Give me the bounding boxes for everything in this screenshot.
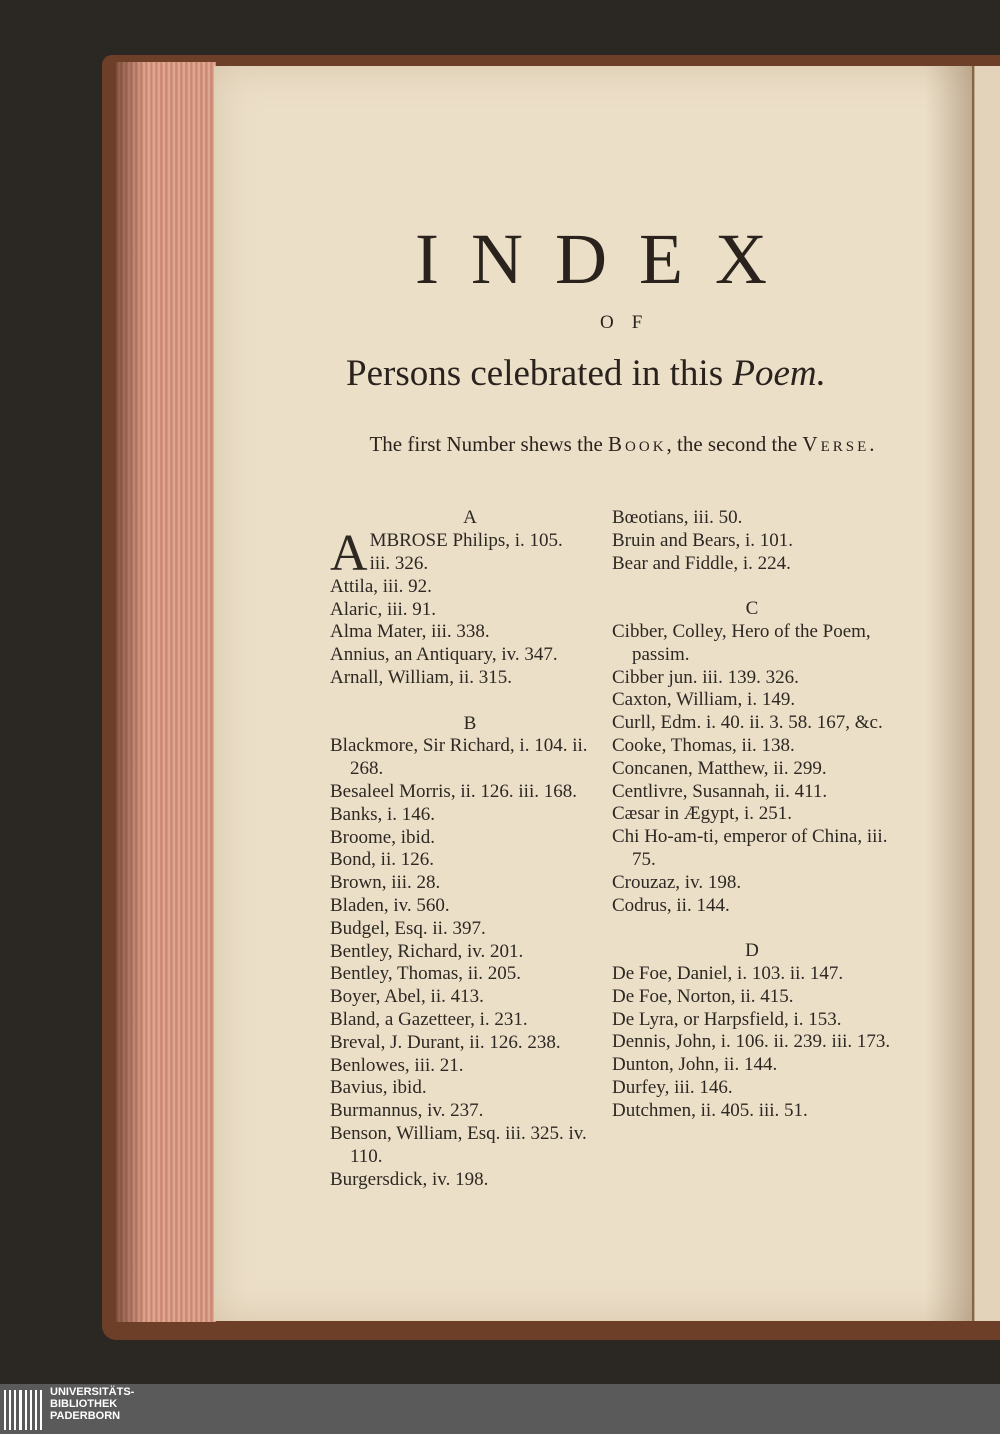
- list-item: Brown, iii. 28.: [330, 872, 441, 894]
- list-item: Attila, iii. 92.: [330, 575, 432, 597]
- facing-page-edge: [972, 66, 1000, 1321]
- section-letter-b: B: [463, 712, 477, 734]
- gutter-shadow: [925, 66, 975, 1321]
- edge-shadow: [116, 62, 146, 1322]
- note-book: Book: [608, 432, 667, 456]
- list-item: Centlivre, Susannah, ii. 411.: [612, 780, 828, 802]
- list-item: Benlowes, iii. 21.: [330, 1054, 464, 1076]
- note-end: .: [869, 432, 875, 456]
- list-item: Bentley, Richard, iv. 201.: [330, 940, 524, 962]
- list-item: Burmannus, iv. 237.: [330, 1100, 484, 1122]
- list-item: Breval, J. Durant, ii. 126. 238.: [330, 1031, 561, 1053]
- note-part2: , the second the: [666, 432, 798, 456]
- list-item: Burgersdick, iv. 198.: [330, 1168, 489, 1190]
- section-letter-a: A: [463, 507, 477, 528]
- list-item: Bœotians, iii. 50.: [612, 507, 743, 528]
- list-item: Broome, ibid.: [330, 826, 436, 848]
- library-footer: [0, 1384, 1000, 1434]
- library-name-line2: BIBLIOTHEK: [50, 1398, 118, 1410]
- list-item: Alma Mater, iii. 338.: [330, 621, 490, 643]
- list-item: Blackmore, Sir Richard, i. 104. ii. 268.: [330, 735, 588, 780]
- drop-cap: A: [330, 524, 368, 582]
- list-item: De Lyra, or Harpsfield, i. 153.: [612, 1008, 842, 1030]
- library-name: [50, 1386, 134, 1422]
- list-item: De Foe, Norton, ii. 415.: [612, 985, 794, 1007]
- index-note: [362, 432, 882, 456]
- list-item: Durfey, iii. 146.: [612, 1076, 733, 1098]
- list-item: Cæsar in Ægypt, i. 251.: [612, 803, 792, 825]
- spacer: [330, 690, 610, 713]
- list-item: Bladen, iv. 560.: [330, 894, 450, 916]
- list-item: Bruin and Bears, i. 101.: [612, 529, 794, 551]
- list-item: Dutchmen, ii. 405. iii. 51.: [612, 1099, 808, 1121]
- list-item: Besaleel Morris, ii. 126. iii. 168.: [330, 780, 577, 802]
- list-item: Boyer, Abel, ii. 413.: [330, 986, 484, 1008]
- entry-ambrose-line1: MBROSE Philips, i. 105.: [369, 529, 563, 551]
- index-column-right: [612, 507, 892, 1123]
- list-item: Bear and Fiddle, i. 224.: [612, 552, 791, 574]
- list-item: Bavius, ibid.: [330, 1077, 427, 1099]
- list-item: Dennis, John, i. 106. ii. 239. iii. 173.: [612, 1031, 891, 1053]
- list-item: Bentley, Thomas, ii. 205.: [330, 963, 522, 985]
- section-letter-c: C: [745, 598, 759, 620]
- list-item: Cooke, Thomas, ii. 138.: [612, 734, 795, 756]
- list-item: Caxton, William, i. 149.: [612, 689, 796, 711]
- index-title: INDEX: [415, 219, 799, 299]
- entry-ambrose: [330, 524, 610, 582]
- list-item: Budgel, Esq. ii. 397.: [330, 917, 486, 939]
- list-item: Annius, an Antiquary, iv. 347.: [330, 644, 558, 666]
- list-item: Crouzaz, iv. 198.: [612, 871, 742, 893]
- index-of: OF: [600, 312, 661, 333]
- subtitle-italic: Poem.: [732, 353, 826, 394]
- library-name-line1: UNIVERSITÄTS-: [50, 1386, 135, 1398]
- list-item: Codrus, ii. 144.: [612, 894, 730, 916]
- list-item: Arnall, William, ii. 315.: [330, 666, 513, 688]
- list-item: Benson, William, Esq. iii. 325. iv. 110.: [330, 1122, 587, 1167]
- list-item: Bland, a Gazetteer, i. 231.: [330, 1008, 528, 1030]
- list-item: Bond, ii. 126.: [330, 849, 434, 871]
- list-item: Cibber jun. iii. 139. 326.: [612, 666, 799, 688]
- list-item: Chi Ho-am-ti, emperor of China, iii. 75.: [612, 826, 888, 870]
- section-letter-d: D: [745, 940, 759, 962]
- list-item: Alaric, iii. 91.: [330, 598, 437, 620]
- list-item: Curll, Edm. i. 40. ii. 3. 58. 167, &c.: [612, 712, 883, 734]
- spacer: [612, 575, 892, 598]
- list-item: Concanen, Matthew, ii. 299.: [612, 757, 827, 779]
- note-verse: Verse: [802, 432, 870, 456]
- subtitle-main: Persons celebrated in this: [346, 353, 724, 394]
- index-column-left: [330, 507, 610, 1191]
- spacer: [612, 917, 892, 940]
- entry-ambrose-line2: iii. 326.: [369, 552, 429, 574]
- library-logo-icon: [4, 1390, 42, 1430]
- list-item: Banks, i. 146.: [330, 803, 436, 825]
- index-subtitle: [346, 352, 826, 395]
- list-item: De Foe, Daniel, i. 103. ii. 147.: [612, 962, 844, 984]
- list-item: Dunton, John, ii. 144.: [612, 1054, 778, 1076]
- library-name-line3: PADERBORN: [50, 1410, 121, 1422]
- note-part1: The first Number shews the: [369, 432, 603, 456]
- list-item: Cibber, Colley, Hero of the Poem, passim.: [612, 620, 871, 665]
